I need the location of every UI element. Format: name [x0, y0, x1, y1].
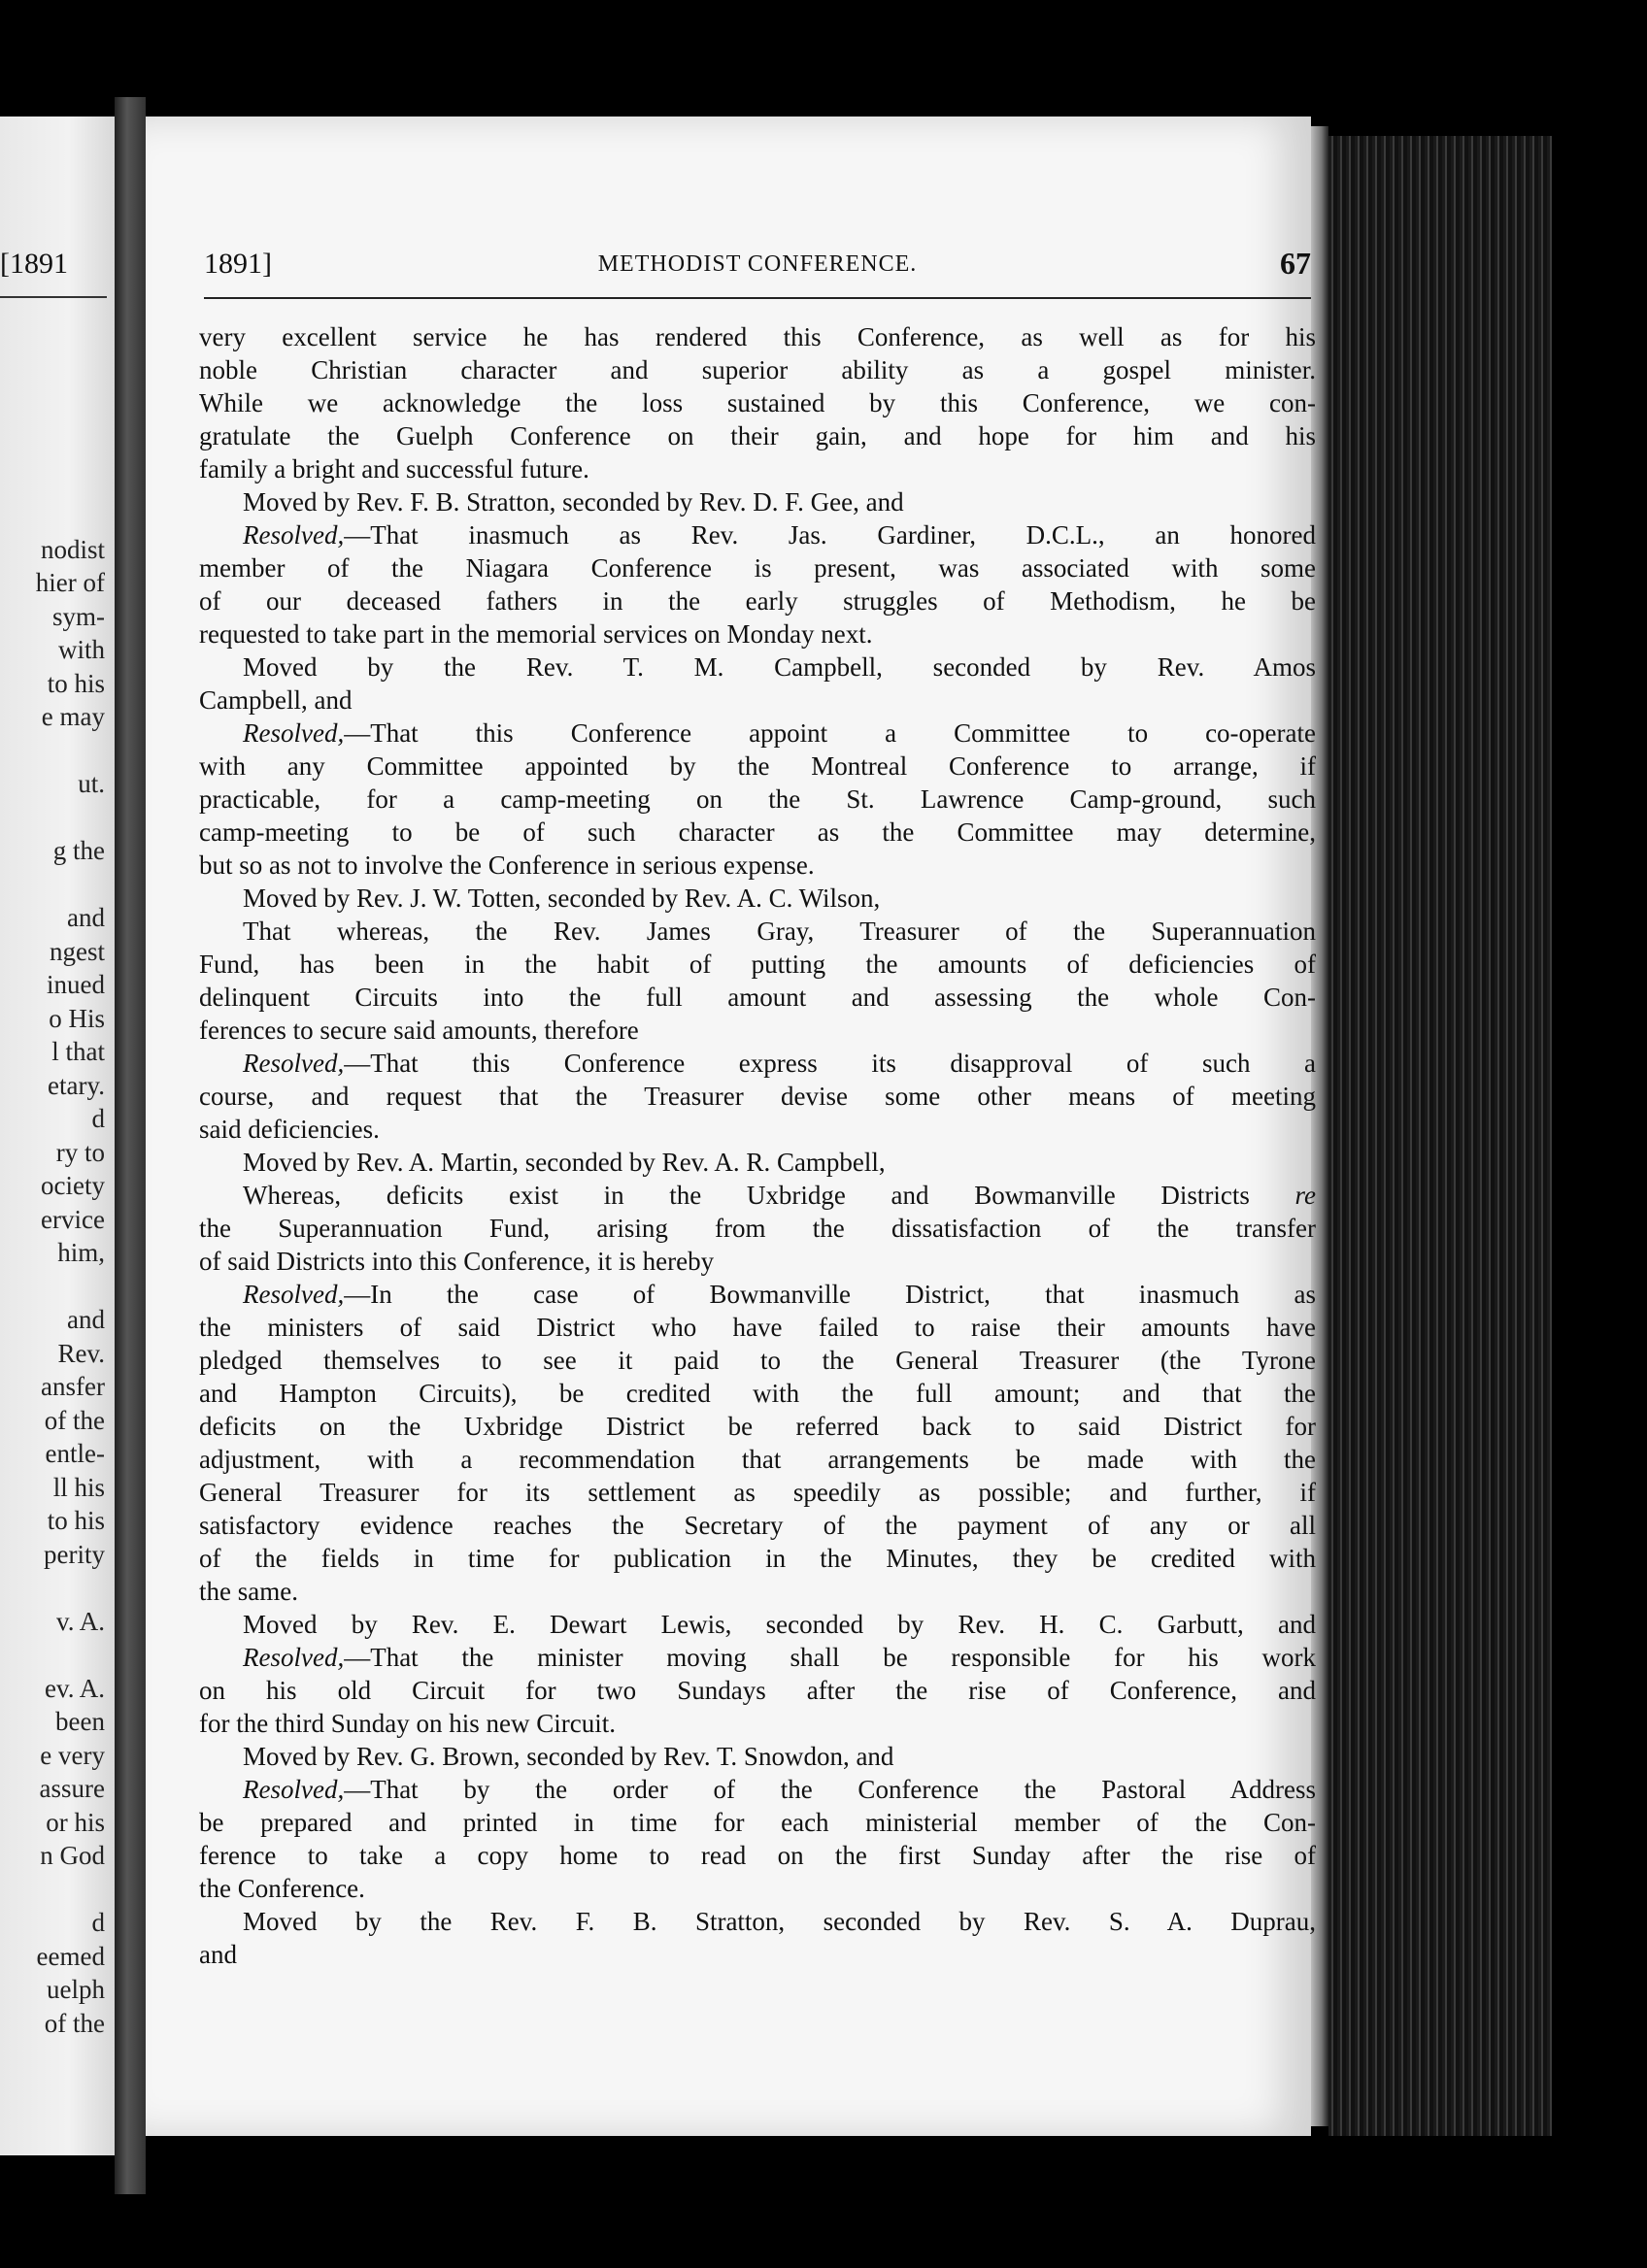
line-text: deficits on the Uxbridge District be referred back to said District for: [199, 1412, 1316, 1441]
previous-page-fragment: etary.: [48, 1070, 105, 1100]
text-line: [199, 1146, 1316, 1179]
line-text: pledged themselves to see it paid to the General Treasurer (the Tyrone: [199, 1346, 1316, 1375]
text-line: [199, 948, 1316, 981]
line-text: adjustment, with a recommendation that arrangements be made with the: [199, 1445, 1316, 1474]
text-line: [199, 915, 1316, 948]
line-text: noble Christian character and superior ability as a gospel minister.: [199, 355, 1316, 384]
line-text: of our deceased fathers in the early struggles of Methodism, he be: [199, 586, 1316, 616]
text-line: [199, 981, 1316, 1014]
book-page: [146, 117, 1316, 2136]
text-line: [199, 617, 1316, 650]
previous-page-fragment: been: [55, 1707, 105, 1736]
previous-page-fragment: hier of: [35, 568, 105, 597]
previous-page-fragment: [36, 466, 105, 500]
line-text: Moved by Rev. G. Brown, seconded by Rev. T. Snowdon, and: [243, 1742, 894, 1771]
previous-page-fragment: ociety: [41, 1171, 105, 1200]
line-text: General Treasurer for its settlement as speedily as possible; and further, if: [199, 1478, 1316, 1507]
text-line: [199, 1410, 1316, 1443]
line-text: of the fields in time for publication in the Minutes, they be credited with: [199, 1544, 1316, 1573]
text-line: [199, 1014, 1316, 1047]
text-line: [199, 1872, 1316, 1905]
previous-page-fragment: [36, 1571, 105, 1605]
line-text: —That this Conference express its disapproval of such a: [344, 1049, 1316, 1078]
line-text: satisfactory evidence reaches the Secretary of the payment of any or all: [199, 1511, 1316, 1540]
previous-page-fragment: assure: [39, 1774, 105, 1803]
line-text: gratulate the Guelph Conference on their gain, and hope for him and his: [199, 421, 1316, 450]
resolved-label: Resolved,: [243, 1775, 345, 1804]
resolved-label: Resolved,: [243, 1643, 345, 1672]
text-line: [199, 1806, 1316, 1839]
text-line: [199, 353, 1316, 386]
line-text: on his old Circuit for two Sundays after the rise of Conference, and: [199, 1676, 1316, 1705]
re-italic: re: [1294, 1181, 1316, 1210]
text-line: [199, 1047, 1316, 1080]
header-year: 1891]: [204, 248, 272, 280]
previous-page-fragment: [36, 1270, 105, 1304]
line-text: and Hampton Circuits), be credited with the full amount; and that the: [199, 1379, 1316, 1408]
line-text: member of the Niagara Conference is present, was associated with some: [199, 553, 1316, 583]
text-line: [199, 1311, 1316, 1344]
line-text: —That by the order of the Conference the Pastoral Address: [344, 1775, 1316, 1804]
previous-page-fragment: of the: [44, 1405, 105, 1435]
previous-page-fragment: e may: [41, 702, 105, 731]
line-text: requested to take part in the memorial services on Monday next.: [199, 619, 873, 649]
text-line: [199, 717, 1316, 750]
text-line: [199, 1839, 1316, 1872]
text-line: [199, 1212, 1316, 1245]
line-text: for the third Sunday on his new Circuit.: [199, 1709, 616, 1738]
line-text: be prepared and printed in time for each ministerial member of the Con-: [199, 1808, 1316, 1837]
previous-page-fragment: ervice: [41, 1204, 105, 1234]
line-text: Moved by Rev. J. W. Totten, seconded by Rev. A. C. Wilson,: [243, 884, 881, 913]
previous-page-fragment: nodist: [40, 534, 105, 564]
text-line: [199, 1179, 1316, 1212]
previous-page-fragment: him,: [57, 1238, 105, 1267]
text-line: [199, 1674, 1316, 1707]
text-line: [199, 551, 1316, 584]
page-number: 67: [1280, 246, 1311, 281]
previous-page-fragment: [36, 801, 105, 835]
text-line: [199, 1542, 1316, 1575]
line-text: Fund, has been in the habit of putting the amounts of deficiencies of: [199, 950, 1316, 979]
previous-page-fragment: [36, 734, 105, 768]
previous-page-fragment: and: [67, 903, 105, 932]
previous-page-fragment: n God: [40, 1841, 105, 1870]
text-line: [199, 452, 1316, 485]
resolved-label: Resolved,: [243, 1049, 345, 1078]
text-line: [199, 684, 1316, 717]
previous-page-fragment: d: [91, 1908, 105, 1937]
line-text: the same.: [199, 1577, 298, 1606]
line-text: ference to take a copy home to read on the first Sunday after the rise of: [199, 1841, 1316, 1870]
previous-page-fragment: of the: [44, 2008, 105, 2038]
text-line: [199, 750, 1316, 783]
text-line: [199, 1740, 1316, 1773]
line-text: very excellent service he has rendered this Conference, as well as for his: [199, 322, 1316, 351]
previous-page-fragment: e very: [40, 1740, 105, 1770]
previous-page-fragment: sym-: [52, 601, 105, 631]
line-text: delinquent Circuits into the full amount and assessing the whole Con-: [199, 983, 1316, 1012]
previous-page-fragment: o His: [49, 1003, 105, 1033]
text-line: [199, 849, 1316, 882]
previous-page-fragment: [36, 1873, 105, 1907]
line-text: the Conference.: [199, 1874, 365, 1903]
text-line: [199, 1377, 1316, 1410]
previous-page-fragment: g the: [52, 836, 105, 865]
text-line: [199, 1938, 1316, 1971]
page-stack: [1328, 136, 1552, 2136]
running-header: [204, 248, 1311, 286]
previous-page-fragment: with: [57, 635, 105, 664]
text-line: [199, 1509, 1316, 1542]
previous-page-text: [36, 432, 105, 2040]
line-text: —In the case of Bowmanville District, that inasmuch as: [344, 1280, 1316, 1309]
text-line: [199, 584, 1316, 617]
previous-page-fragment: [36, 499, 105, 533]
previous-page-fragment: uelph: [47, 1975, 105, 2004]
text-line: [199, 320, 1316, 353]
line-text: While we acknowledge the loss sustained by this Conference, we con-: [199, 388, 1316, 417]
previous-page-fragment: ut.: [78, 769, 105, 798]
previous-page-fragment: and: [67, 1305, 105, 1334]
line-text: practicable, for a camp-meeting on the St. Lawrence Camp-ground, such: [199, 784, 1316, 814]
previous-page-fragment: [36, 1638, 105, 1672]
line-text: family a bright and successful future.: [199, 454, 589, 484]
previous-page-fragment: to his: [47, 1506, 105, 1535]
previous-page-fragment: perity: [44, 1539, 105, 1569]
text-line: [199, 1608, 1316, 1641]
previous-page-fragment: [36, 432, 105, 466]
line-text: Campbell, and: [199, 685, 353, 715]
text-line: [199, 1575, 1316, 1608]
text-line: [199, 816, 1316, 849]
text-line: [199, 386, 1316, 419]
previous-page-fragment: to his: [47, 668, 105, 698]
line-text: ferences to secure said amounts, therefore: [199, 1016, 639, 1045]
header-title: METHODIST CONFERENCE.: [597, 251, 918, 277]
line-text: of said Districts into this Conference, it is hereby: [199, 1247, 715, 1276]
resolved-label: Resolved,: [243, 1280, 345, 1309]
text-line: [199, 1773, 1316, 1806]
line-text: —That inasmuch as Rev. Jas. Gardiner, D.C.L., an honored: [344, 520, 1316, 550]
line-text: camp-meeting to be of such character as the Committee may determine,: [199, 817, 1316, 847]
line-text: the ministers of said District who have failed to raise their amounts have: [199, 1313, 1316, 1342]
line-text: and: [199, 1940, 237, 1969]
line-text: said deficiencies.: [199, 1115, 380, 1144]
resolved-label: Resolved,: [243, 718, 345, 748]
line-text: the Superannuation Fund, arising from the dissatisfaction of the transfer: [199, 1214, 1316, 1243]
previous-page-fragment: d: [91, 1104, 105, 1133]
line-text: —That the minister moving shall be responsible for his work: [344, 1643, 1316, 1672]
line-text: That whereas, the Rev. James Gray, Treasurer of the Superannuation: [243, 917, 1316, 946]
resolved-label: Resolved,: [243, 520, 345, 550]
line-text: —That this Conference appoint a Committee to co-operate: [344, 718, 1316, 748]
previous-page-fragment: or his: [46, 1807, 105, 1837]
previous-page-strip: [0, 117, 115, 2155]
text-line: [199, 1476, 1316, 1509]
previous-page-fragment: eemed: [36, 1941, 105, 1971]
text-line: [199, 650, 1316, 684]
text-line: [199, 518, 1316, 551]
line-text: Whereas, deficits exist in the Uxbridge and Bowmanville Districts: [243, 1181, 1250, 1210]
text-line: [199, 1641, 1316, 1674]
previous-page-fragment: ll his: [52, 1472, 105, 1502]
text-line: [199, 1245, 1316, 1278]
previous-page-fragment: ngest: [50, 936, 105, 966]
previous-page-fragment: Rev.: [57, 1338, 105, 1368]
text-line: [199, 1443, 1316, 1476]
text-line: [199, 1905, 1316, 1938]
line-text: Moved by the Rev. F. B. Stratton, seconded by Rev. S. A. Duprau,: [243, 1907, 1316, 1936]
text-line: [199, 1707, 1316, 1740]
header-rule: [204, 297, 1311, 299]
page-body-text: [199, 320, 1316, 1971]
text-line: [199, 1113, 1316, 1146]
text-line: [199, 1278, 1316, 1311]
previous-page-fragment: l that: [51, 1037, 105, 1066]
book-gutter: [115, 97, 146, 2194]
text-line: [199, 1080, 1316, 1113]
line-text: but so as not to involve the Conference in serious expense.: [199, 850, 815, 880]
text-line: [199, 882, 1316, 915]
text-line: [199, 485, 1316, 518]
previous-page-fragment: v. A.: [55, 1606, 105, 1636]
line-text: Moved by Rev. F. B. Stratton, seconded by Rev. D. F. Gee, and: [243, 487, 904, 517]
previous-page-rule: [0, 296, 107, 298]
previous-page-fragment: inued: [47, 970, 105, 999]
line-text: course, and request that the Treasurer devise some other means of meeting: [199, 1082, 1316, 1111]
previous-page-fragment: [36, 868, 105, 902]
line-text: Moved by Rev. A. Martin, seconded by Rev. A. R. Campbell,: [243, 1148, 886, 1177]
line-text: Moved by the Rev. T. M. Campbell, seconded by Rev. Amos: [243, 652, 1316, 682]
previous-page-fragment: ry to: [55, 1137, 105, 1167]
text-line: [199, 1344, 1316, 1377]
line-text: with any Committee appointed by the Montreal Conference to arrange, if: [199, 751, 1316, 781]
text-line: [199, 783, 1316, 816]
line-text: Moved by Rev. E. Dewart Lewis, seconded by Rev. H. C. Garbutt, and: [243, 1610, 1316, 1639]
text-line: [199, 419, 1316, 452]
previous-page-fragment: ansfer: [41, 1372, 105, 1401]
previous-page-fragment: entle-: [45, 1439, 105, 1468]
previous-page-fragment: ev. A.: [45, 1673, 105, 1703]
previous-page-header: [1891: [0, 248, 68, 280]
